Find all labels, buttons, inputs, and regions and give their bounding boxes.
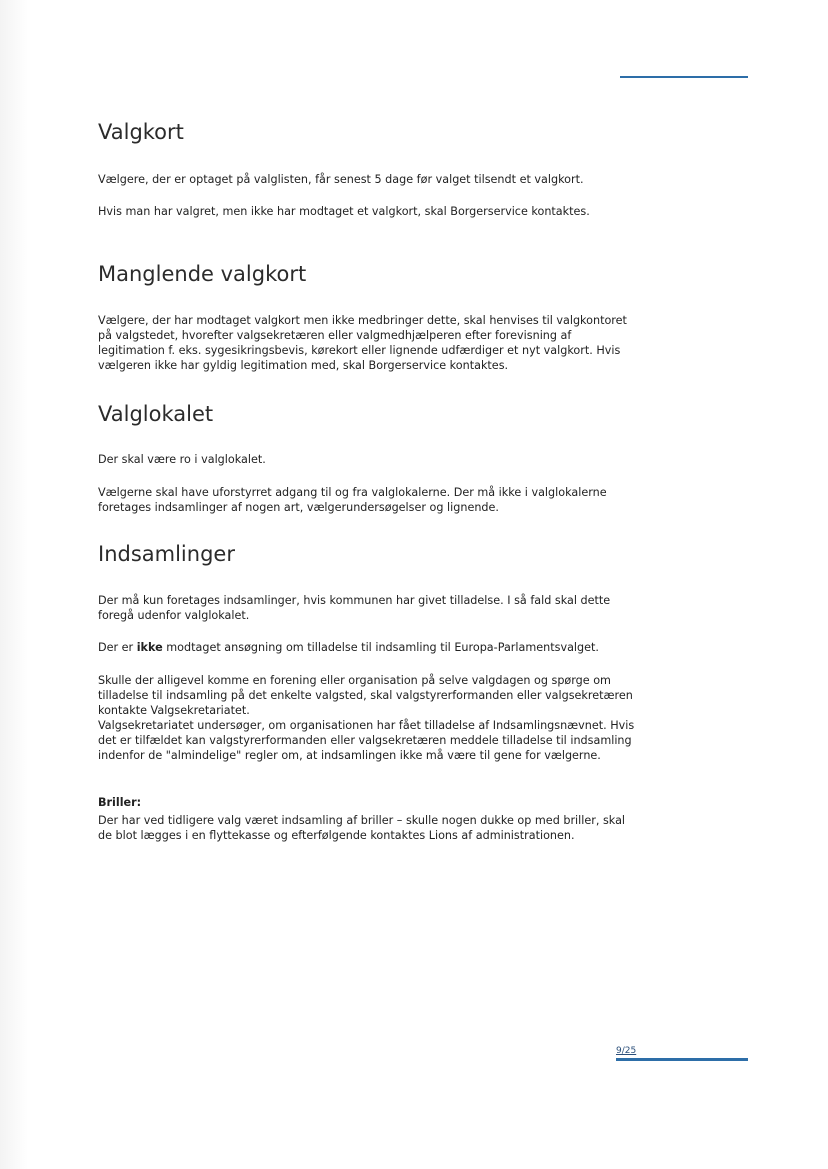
valgkort-paragraph-1: Vælgere, der er optaget på valglisten, får senest 5 dage før valget tilsendt et valgkort. <box>98 173 584 186</box>
briller-paragraph: Der har ved tidligere valg været indsamling af briller – skulle nogen dukke op med briller, skal de blot lægges i en flyttekasse og efterfølgende kontaktes Lions af administrationen. <box>98 814 626 842</box>
emphasis-ikke: ikke <box>136 641 163 654</box>
indsamlinger-paragraph-1: Der må kun foretages indsamlinger, hvis kommunen har givet tilladelse. I så fald skal dette foregå udenfor valglokalet. <box>98 594 611 622</box>
manglende-paragraph-1: Vælgere, der har modtaget valgkort men ikke medbringer dette, skal henvises til valgkontoret på valgstedet, hvorefter valgsekretæren eller valgmedhjælperen efter forevisning af legitimation f. eks. sygesikringsbevis, kørekort eller lignende udfærdiger et nyt valgkort. Hvis vælgeren ikke har gyldig legitimation med, skal Borgerservice kontaktes. <box>98 314 627 372</box>
heading-valgkort: Valgkort <box>98 120 184 144</box>
footer-rule <box>616 1058 748 1061</box>
briller-label: Briller: <box>98 796 142 809</box>
paragraph-2-lead: Der er <box>98 641 137 654</box>
indsamlinger-paragraph-2 <box>98 640 638 655</box>
heading-manglende-valgkort: Manglende valgkort <box>98 262 307 286</box>
paragraph-2-rest: modtaget ansøgning om tilladelse til indsamling til Europa-Parlamentsvalget. <box>162 641 599 654</box>
page-number: 9/25 <box>616 1046 637 1056</box>
indsamlinger-paragraph-3b: Valgsekretariatet undersøger, om organisationen har fået tilladelse af Indsamlingsnævnet. Hvis det er tilfældet kan valgstyrerformanden eller valgsekretæren meddele tilladelse til indsamling indenfor de "almindelige" regler om, at indsamlingen ikke må være til gene for vælgerne. <box>98 719 635 762</box>
valglokalet-paragraph-1: Der skal være ro i valglokalet. <box>98 453 266 466</box>
indsamlinger-paragraph-3a: Skulle der alligevel komme en forening eller organisation på selve valgdagen og spørge om tilladelse til indsamling på det enkelte valgsted, skal valgstyrerformanden eller valgsekretæren kontakte Valgsekretariatet. <box>98 674 633 717</box>
valgkort-paragraph-2: Hvis man har valgret, men ikke har modtaget et valgkort, skal Borgerservice kontaktes. <box>98 205 590 218</box>
header-rule <box>620 76 748 78</box>
heading-valglokalet: Valglokalet <box>98 402 214 426</box>
heading-indsamlinger: Indsamlinger <box>98 542 235 566</box>
page-footer <box>616 1046 748 1064</box>
scan-shadow <box>0 0 28 1169</box>
valglokalet-paragraph-2: Vælgerne skal have uforstyrret adgang til og fra valglokalerne. Der må ikke i valglokalerne foretages indsamlinger af nogen art, vælgerundersøgelser og lignende. <box>98 486 607 514</box>
